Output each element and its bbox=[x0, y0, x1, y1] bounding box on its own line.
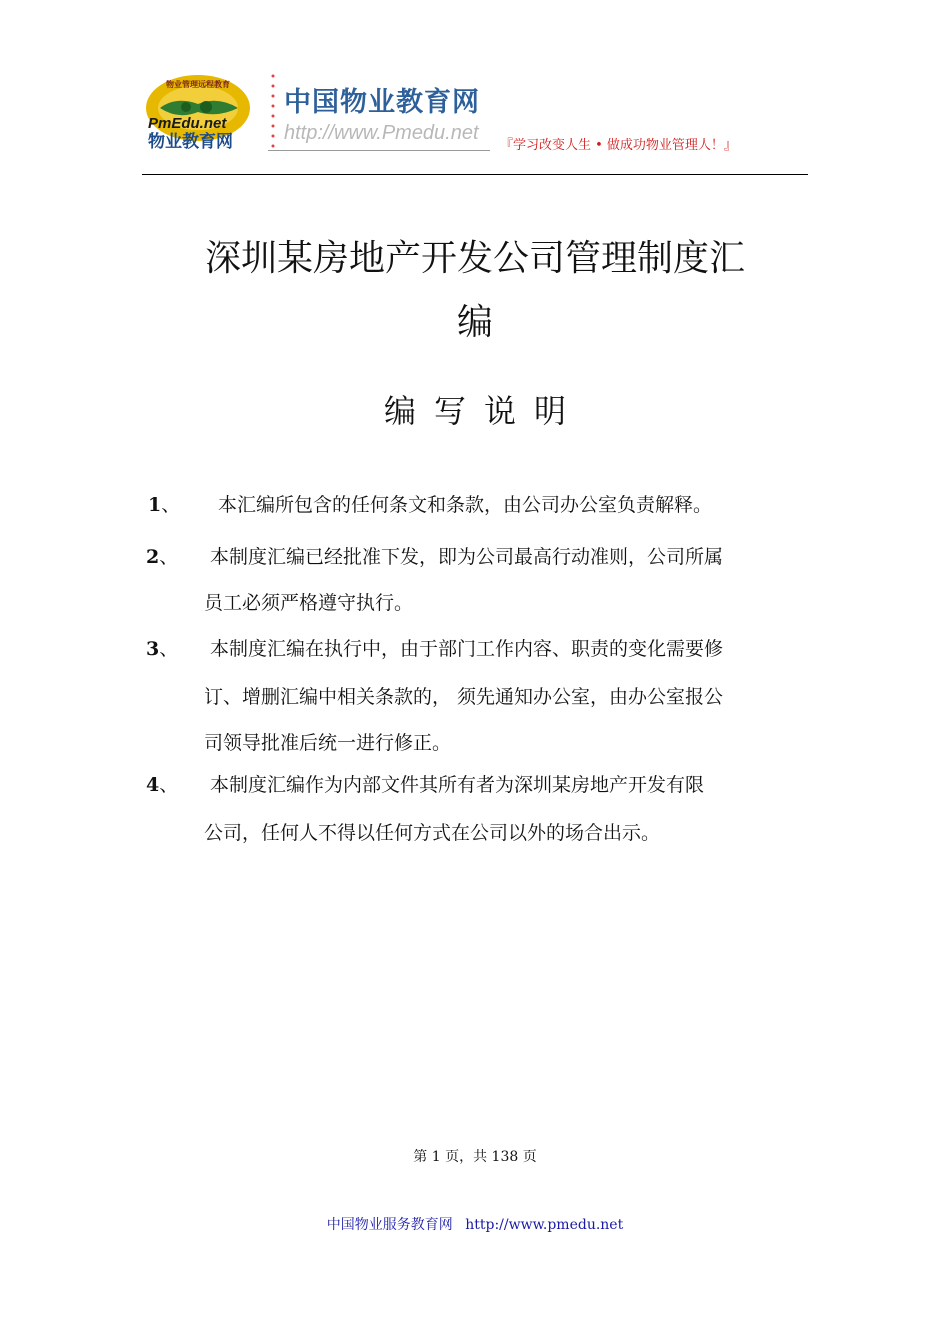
item-3-line-3: 司领导批准后统一进行修正。 bbox=[204, 732, 452, 754]
header-slogan: 『学习改变人生 • 做成功物业管理人！』 bbox=[500, 138, 737, 153]
item-3-line-1: 本制度汇编在执行中，由于部门工作内容、职责的变化需要修 bbox=[210, 638, 724, 660]
brand-name: 中国物业教育网 bbox=[284, 87, 480, 118]
item-3-number: 3、 bbox=[146, 638, 179, 660]
item-4-number: 4、 bbox=[146, 774, 179, 796]
footer-site[interactable] bbox=[0, 1214, 950, 1234]
header-divider bbox=[142, 174, 808, 175]
brand-url: http://www.Pmedu.net bbox=[284, 122, 479, 144]
header-dots bbox=[268, 72, 278, 150]
item-3-line-2: 订、增删汇编中相关条款的， 须先通知办公室，由办公室报公 bbox=[204, 686, 724, 708]
page-number: 第 1 页，共 138 页 bbox=[413, 1149, 537, 1165]
item-2-number: 2、 bbox=[146, 546, 179, 568]
logo-bottom-text: 物业教育网 bbox=[148, 132, 233, 150]
document-subtitle: 编写说明 bbox=[383, 392, 584, 430]
item-2-line-1: 本制度汇编已经批准下发，即为公司最高行动准则，公司所属 bbox=[210, 546, 724, 568]
document-title-line-1: 深圳某房地产开发公司管理制度汇 bbox=[204, 238, 745, 279]
item-4-line-2: 公司，任何人不得以任何方式在公司以外的场合出示。 bbox=[204, 822, 661, 844]
document-title-line-2: 编 bbox=[456, 302, 493, 343]
footer-site-name[interactable]: 中国物业服务教育网 bbox=[326, 1217, 453, 1233]
item-1-number: 1、 bbox=[148, 494, 181, 516]
pmedu-logo bbox=[146, 74, 262, 150]
item-1-line-1: 本汇编所包含的任何条文和条款，由公司办公室负责解释。 bbox=[218, 494, 713, 516]
logo-top-text: 物业管理远程教育 bbox=[166, 80, 230, 89]
item-2-line-2: 员工必须严格遵守执行。 bbox=[204, 592, 414, 614]
item-4-line-1: 本制度汇编作为内部文件其所有者为深圳某房地产开发有限 bbox=[210, 774, 705, 796]
logo-mid-text: PmEdu.net bbox=[148, 115, 227, 132]
footer-site-url[interactable]: http://www.pmedu.net bbox=[465, 1217, 624, 1233]
brand-underline bbox=[268, 150, 490, 151]
